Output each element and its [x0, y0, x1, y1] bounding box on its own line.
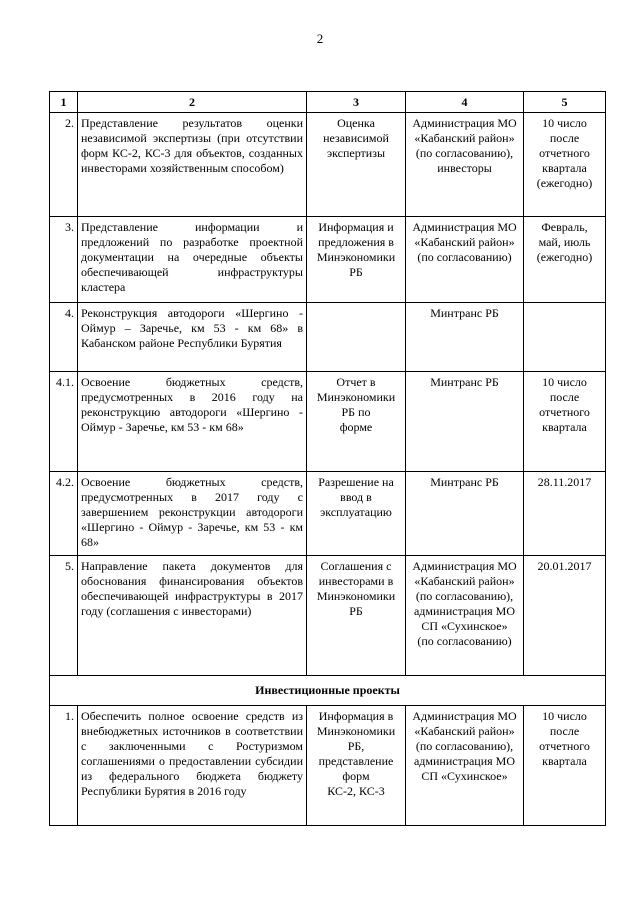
result-cell: Оценка независимой экспертизы — [323, 116, 389, 160]
row-number: 3. — [50, 217, 78, 303]
column-header: 4 — [406, 92, 524, 113]
section-title: Инвестиционные проекты — [50, 676, 606, 706]
responsible-cell: Администрация МО «Кабанский район» (по согласованию), администрация МО СП «Сухинское» — [412, 709, 517, 783]
deadline-cell: 10 число после отчетного квартала (ежегодно) — [536, 116, 593, 190]
deadline-cell: 10 число после отчетного квартала — [539, 709, 590, 768]
column-header: 3 — [307, 92, 406, 113]
activity-cell: Реконструкция автодороги «Шергино - Оймур – Заречье, км 53 - км 68» в Кабанском районе Республики Бурятия — [78, 303, 307, 372]
activity-cell: Представление информации и предложений по разработке проектной документации на очередные объекты обеспечивающей инфраструктуры кластера — [78, 217, 307, 303]
responsible-cell: Минтранс РБ — [430, 306, 499, 320]
responsible-cell: Минтранс РБ — [430, 375, 499, 389]
deadline-cell: 28.11.2017 — [537, 475, 592, 489]
result-cell: Разрешение на ввод в эксплуатацию — [318, 475, 394, 519]
activity-cell: Представление результатов оценки независимой экспертизы (при отсутствии форм КС-2, КС-3 для объектов, созданных инвесторами хозяйственным способом) — [78, 113, 307, 217]
activity-cell: Обеспечить полное освоение средств из внебюджетных источников в соответствии с заключенными с Ростуризмом соглашениями о предоставлении субсидии из федерального бюджета бюджету Республики Бурятия в 2016 году — [78, 706, 307, 826]
row-number: 4.1. — [50, 372, 78, 472]
table-row — [50, 217, 606, 303]
result-cell: Информация в Минэкономики РБ, представление форм КС-2, КС-3 — [316, 709, 396, 798]
row-number: 5. — [50, 556, 78, 676]
column-header: 5 — [524, 92, 606, 113]
row-number: 1. — [50, 706, 78, 826]
column-header: 1 — [50, 92, 78, 113]
result-cell: Информация и предложения в Минэкономики РБ — [316, 220, 396, 279]
page-number: 2 — [316, 31, 324, 46]
section-header-row — [50, 676, 606, 706]
responsible-cell: Администрация МО «Кабанский район» (по согласованию), инвесторы — [412, 116, 517, 175]
responsible-cell: Администрация МО «Кабанский район» (по согласованию) — [412, 220, 517, 264]
row-number: 4.2. — [50, 472, 78, 556]
plan-table — [49, 91, 606, 826]
table-row — [50, 706, 606, 826]
table-row — [50, 472, 606, 556]
responsible-cell: Администрация МО «Кабанский район» (по согласованию), администрация МО СП «Сухинское» (по согласованию) — [412, 559, 517, 648]
result-cell: Отчет в Минэкономики РБ по форме — [316, 375, 396, 434]
deadline-cell: 10 число после отчетного квартала — [539, 375, 590, 434]
table-row — [50, 372, 606, 472]
row-number: 2. — [50, 113, 78, 217]
row-number: 4. — [50, 303, 78, 372]
deadline-cell: 20.01.2017 — [537, 559, 592, 573]
table-row — [50, 113, 606, 217]
activity-cell: Освоение бюджетных средств, предусмотренных в 2017 году с завершением реконструкции автодороги «Шергино - Оймур - Заречье, км 53 - км 68» — [78, 472, 307, 556]
column-header: 2 — [78, 92, 307, 113]
result-cell: Соглашения с инвесторами в Минэкономики РБ — [316, 559, 396, 618]
responsible-cell: Минтранс РБ — [430, 475, 499, 489]
activity-cell: Освоение бюджетных средств, предусмотренных в 2016 году на реконструкцию автодороги «Шергино - Оймур - Заречье, км 53 - км 68» — [78, 372, 307, 472]
table-row — [50, 556, 606, 676]
table-header-row — [50, 92, 606, 113]
activity-cell: Направление пакета документов для обоснования финансирования объектов обеспечивающей инфраструктуры в 2017 году (соглашения с инвесторами) — [78, 556, 307, 676]
table-row — [50, 303, 606, 372]
deadline-cell: Февраль, май, июль (ежегодно) — [536, 220, 593, 264]
